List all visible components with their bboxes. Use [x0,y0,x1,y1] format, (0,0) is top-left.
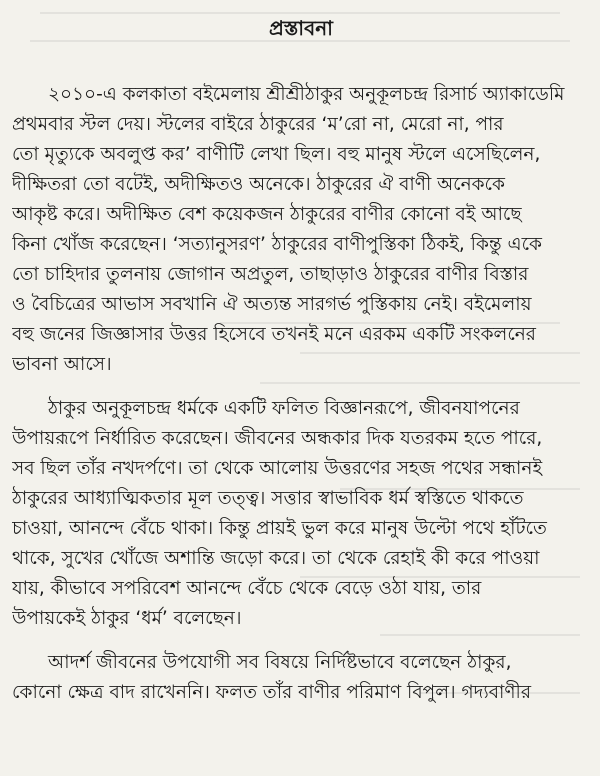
page-title: প্রস্তাবনা [269,16,333,40]
text-line: আদর্শ জীবনের উপযোগী সব বিষয়ে নির্দিষ্টভাবে বলেছেন ঠাকুর, [48,652,512,673]
paragraph-gap [12,380,590,394]
text-line: ঠাকুর অনুকূলচন্দ্র ধর্মকে একটি ফলিত বিজ্ঞানরূপে, জীবনযাপনের [48,398,520,419]
paragraph-gap [12,634,590,648]
text-line: কিনা খোঁজ করেছেন। ‘সত্যানুসরণ’ ঠাকুরের বাণীপুস্তিকা ঠিকই, কিন্তু একে [12,234,542,255]
text-line: কোনো ক্ষেত্র বাদ রাখেননি। ফলত তাঁর বাণীর পরিমাণ বিপুল। গদ্যবাণীর [12,682,532,703]
text-line: উপায়কেই ঠাকুর ‘ধর্ম’ বলেছেন। [12,608,242,629]
text-line: থাকে, সুখের খোঁজে অশান্তি জড়ো করে। তা থেকে রেহাই কী করে পাওয়া [12,548,540,569]
text-line: বহু জনের জিজ্ঞাসার উত্তর হিসেবে তখনই মনে এরকম একটি সংকলনের [12,324,536,345]
text-line: ঠাকুরের আধ্যাত্মিকতার মূল তত্ত্ব। সত্তার স্বাভাবিক ধর্ম স্বস্তিতে থাকতে [12,488,524,509]
paragraph-3 [12,648,590,708]
paragraph-1 [12,80,590,380]
text-line: ২০১০-এ কলকাতা বইমেলায় শ্রীশ্রীঠাকুর অনুকূলচন্দ্র রিসার্চ অ্যাকাডেমি [48,84,565,105]
text-line: যায়, কীভাবে সপরিবেশ আনন্দে বেঁচে থেকে বেড়ে ওঠা যায়, তার [12,578,482,599]
text-line: সব ছিল তাঁর নখদর্পণে। তা থেকে আলোয় উত্তরণের সহজ পথের সন্ধানই [12,458,543,479]
text-line: তো মৃত্যুকে অবলুপ্ত কর’ বাণীটি লেখা ছিল। বহু মানুষ স্টলে এসেছিলেন, [12,144,541,165]
text-line: দীক্ষিতরা তো বটেই, অদীক্ষিতও অনেকে। ঠাকুরের ঐ বাণী অনেককে [12,174,505,195]
text-line: চাওয়া, আনন্দে বেঁচে থাকা। কিন্তু প্রায়ই ভুল করে মানুষ উল্টো পথে হাঁটতে [12,518,547,539]
text-line: ও বৈচিত্রের আভাস সবখানি ঐ অত্যন্ত সারগর্ভ পুস্তিকায় নেই। বইমেলায় [12,294,532,315]
text-line: আকৃষ্ট করে। অদীক্ষিত বেশ কয়েকজন ঠাকুরের বাণীর কোনো বই আছে [12,204,522,225]
text-line: ভাবনা আসে। [12,354,112,375]
text-line: প্রথমবার স্টল দেয়। স্টলের বাইরে ঠাকুরের ‘ম’রো না, মেরো না, পার [12,114,504,135]
text-line: তো চাহিদার তুলনায় জোগান অপ্রতুল, তাছাড়াও ঠাকুরের বাণীর বিস্তার [12,264,529,285]
text-line: উপায়রূপে নির্ধারিত করেছেন। জীবনের অন্ধকার দিক যতরকম হতে পারে, [12,428,543,449]
paragraph-2 [12,394,590,634]
